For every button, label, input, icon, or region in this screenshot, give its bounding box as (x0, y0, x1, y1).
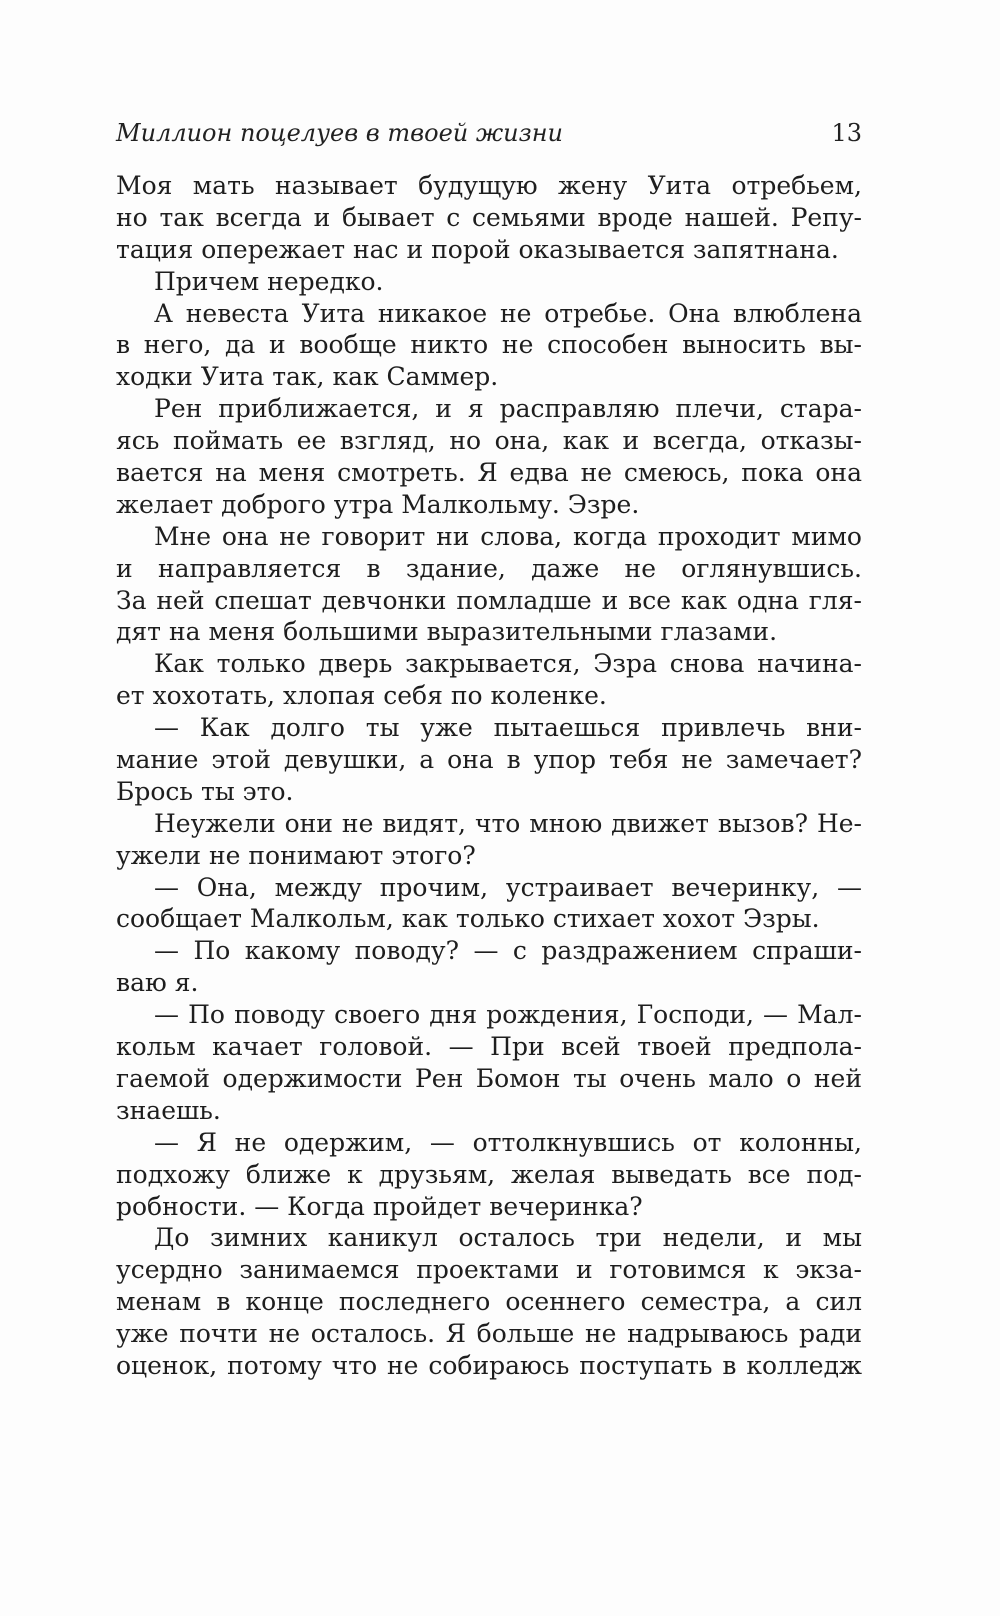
text-line: усердно занимаемся проектами и готовимся к экза- (116, 1255, 862, 1285)
page-number: 13 (831, 119, 862, 147)
text-line: робности. — Когда пройдет вечеринка? (116, 1191, 643, 1221)
text-line: вается на меня смотреть. Я едва не смеюсь, пока она (116, 458, 862, 488)
text-line: дят на меня большими выразительными глазами. (116, 617, 778, 647)
text-line: кольм качает головой. — При всей твоей предпола- (116, 1032, 862, 1062)
text-line: Рен приближается, и я расправляю плечи, стара- (154, 394, 862, 424)
text-line: уже почти не осталось. Я больше не надрываюсь ради (116, 1319, 862, 1349)
text-line: За ней спешат девчонки помладше и все как одна гля- (116, 585, 862, 615)
text-line: Как только дверь закрывается, Эзра снова начина- (154, 649, 862, 679)
text-line: подхожу ближе к друзьям, желая выведать все под- (116, 1159, 862, 1189)
text-line: Причем нередко. (154, 266, 384, 296)
text-line: — По какому поводу? — с раздражением спраши- (154, 936, 862, 966)
text-line: сообщает Малкольм, как только стихает хохот Эзры. (116, 904, 820, 934)
text-line: Моя мать называет будущую жену Уита отребьем, (116, 171, 862, 200)
text-line: До зимних каникул осталось три недели, и мы (154, 1223, 862, 1253)
text-line: в него, да и вообще никто не способен выносить вы- (116, 330, 862, 360)
text-line: Неужели они не видят, что мною движет вызов? Не- (154, 808, 862, 838)
text-line: ваю я. (116, 968, 199, 998)
text-line: — Она, между прочим, устраивает вечеринку, — (154, 872, 862, 902)
text-line: Брось ты это. (116, 776, 294, 806)
text-line: Мне она не говорит ни слова, когда проходит мимо (154, 521, 862, 551)
text-line: тация опережает нас и порой оказывается запятнана. (116, 234, 839, 264)
running-title: Миллион поцелуев в твоей жизни (116, 119, 563, 147)
text-line: — По поводу своего дня рождения, Господи, — Мал- (154, 1000, 862, 1030)
text-line: менам в конце последнего осеннего семестра, а сил (116, 1287, 862, 1317)
text-line: оценок, потому что не собираюсь поступать в колледж (116, 1350, 862, 1380)
text-line: и направляется в здание, даже не оглянувшись. (116, 553, 862, 583)
running-head (116, 118, 862, 158)
body-text (116, 170, 862, 1382)
text-line: А невеста Уита никакое не отребье. Она влюблена (154, 298, 862, 328)
text-line: ужели не понимают этого? (116, 840, 476, 870)
text-line: — Я не одержим, — оттолкнувшись от колонны, (154, 1127, 862, 1157)
text-line: мание этой девушки, а она в упор тебя не замечает? (116, 745, 862, 775)
text-line: гаемой одержимости Рен Бомон ты очень мало о ней (116, 1063, 862, 1093)
text-line: желает доброго утра Малкольму. Эзре. (116, 489, 640, 519)
text-line: но так всегда и бывает с семьями вроде нашей. Репу- (116, 202, 862, 232)
text-line: ходки Уита так, как Саммер. (116, 362, 499, 392)
text-line: — Как долго ты уже пытаешься привлечь вни- (154, 713, 862, 743)
text-line: ет хохотать, хлопая себя по коленке. (116, 681, 607, 711)
text-line: ясь поймать ее взгляд, но она, как и всегда, отказы- (116, 426, 862, 456)
text-line: знаешь. (116, 1095, 221, 1125)
